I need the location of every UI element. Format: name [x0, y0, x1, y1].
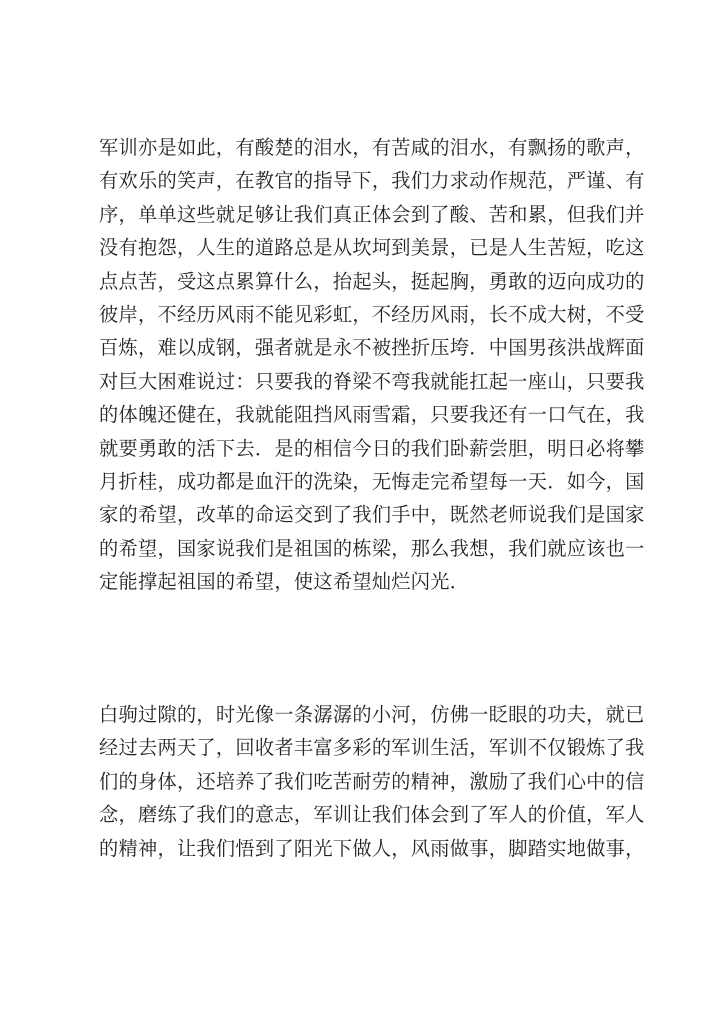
- text-line: 点点苦，受这点累算什么，抬起头，挺起胸，勇敢的迈向成功的: [99, 269, 645, 293]
- text-line: 们的身体，还培养了我们吃苦耐劳的精神，激励了我们心中的信: [99, 769, 645, 793]
- paragraph-2: [99, 698, 645, 865]
- text-line: 的希望，国家说我们是祖国的栋梁，那么我想，我们就应该也一: [99, 536, 645, 560]
- text-line: 月折桂，成功都是血汗的洗染，无悔走完希望每一天．如今，国: [99, 469, 645, 493]
- text-line: 的体魄还健在，我就能阻挡风雨雪霜，只要我还有一口气在，我: [99, 403, 645, 427]
- text-line: 定能撑起祖国的希望，使这希望灿烂闪光．: [99, 570, 470, 594]
- text-line: 彼岸，不经历风雨不能见彩虹，不经历风雨，长不成大树，不受: [99, 302, 645, 326]
- text-line: 没有抱怨，人生的道路总是从坎坷到美景，已是人生苦短，吃这: [99, 236, 645, 260]
- text-line: 经过去两天了，回收者丰富多彩的军训生活，军训不仅锻炼了我: [99, 736, 645, 760]
- text-line: 百炼，难以成钢，强者就是永不被挫折压垮．中国男孩洪战辉面: [99, 336, 645, 360]
- text-line: 对巨大困难说过：只要我的脊梁不弯我就能扛起一座山，只要我: [99, 369, 645, 393]
- text-line: 念，磨练了我们的意志，军训让我们体会到了军人的价值，军人: [99, 803, 645, 827]
- text-line: 家的希望，改革的命运交到了我们手中，既然老师说我们是国家: [99, 503, 645, 527]
- text-line: 有欢乐的笑声，在教官的指导下，我们力求动作规范，严谨、有: [99, 169, 645, 193]
- text-line: 序，单单这些就足够让我们真正体会到了酸、苦和累，但我们并: [99, 202, 645, 226]
- text-line: 就要勇敢的活下去．是的相信今日的我们卧薪尝胆，明日必将攀: [99, 436, 645, 460]
- text-line: 军训亦是如此，有酸楚的泪水，有苦咸的泪水，有飘扬的歌声，: [99, 136, 645, 159]
- text-line: 的精神，让我们悟到了阳光下做人，风雨做事，脚踏实地做事，: [99, 836, 645, 860]
- paragraph-1: [99, 131, 645, 598]
- text-line: 白驹过隙的，时光像一条潺潺的小河，仿佛一眨眼的功夫，就已: [99, 703, 645, 726]
